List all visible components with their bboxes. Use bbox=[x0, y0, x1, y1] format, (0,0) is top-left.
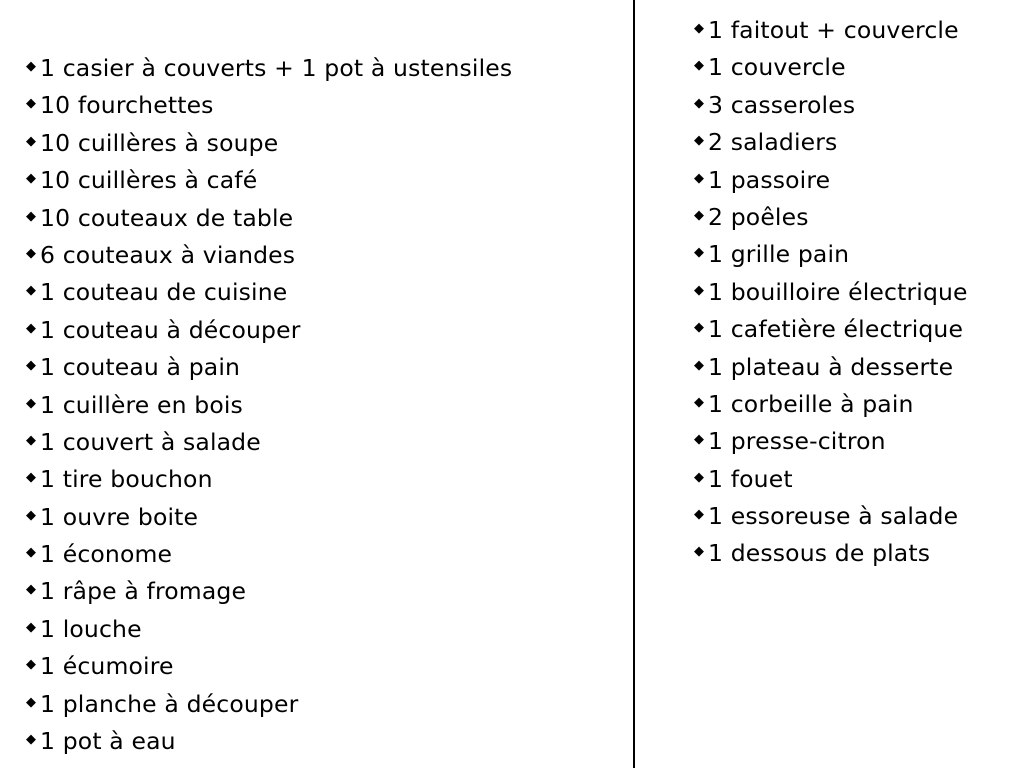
list-item bbox=[26, 573, 512, 610]
diamond-bullet-icon: ◆ bbox=[26, 133, 37, 149]
diamond-bullet-icon: ◆ bbox=[26, 694, 37, 710]
left-column-list bbox=[26, 50, 512, 760]
item-label: 1 casier à couverts + 1 pot à ustensiles bbox=[40, 54, 513, 82]
item-label: 10 fourchettes bbox=[40, 91, 214, 120]
diamond-bullet-icon: ◆ bbox=[26, 432, 37, 448]
item-label: 1 planche à découper bbox=[40, 689, 299, 718]
list-item bbox=[26, 611, 512, 648]
list-item bbox=[26, 312, 512, 349]
list-item bbox=[26, 50, 512, 87]
list-item bbox=[26, 648, 512, 685]
list-item bbox=[26, 686, 512, 723]
list-item bbox=[26, 424, 512, 461]
diamond-bullet-icon: ◆ bbox=[26, 619, 37, 635]
list-item bbox=[26, 125, 512, 162]
diamond-bullet-icon: ◆ bbox=[694, 320, 705, 336]
diamond-bullet-icon: ◆ bbox=[694, 133, 705, 149]
list-item bbox=[694, 12, 968, 49]
item-label: 1 presse-citron bbox=[708, 427, 886, 456]
item-label: 1 couvercle bbox=[708, 53, 846, 82]
list-item bbox=[26, 499, 512, 536]
item-label: 1 faitout + couvercle bbox=[708, 16, 959, 44]
list-item bbox=[26, 349, 512, 386]
item-label: 1 louche bbox=[40, 614, 142, 643]
item-label: 1 passoire bbox=[708, 165, 831, 194]
item-label: 1 couteau à pain bbox=[40, 353, 241, 382]
diamond-bullet-icon: ◆ bbox=[26, 171, 37, 187]
list-item bbox=[26, 461, 512, 498]
diamond-bullet-icon: ◆ bbox=[26, 59, 37, 74]
diamond-bullet-icon: ◆ bbox=[694, 21, 705, 36]
diamond-bullet-icon: ◆ bbox=[694, 469, 705, 485]
list-item bbox=[694, 124, 968, 161]
item-label: 1 essoreuse à salade bbox=[708, 502, 959, 531]
list-item bbox=[694, 87, 968, 124]
list-item bbox=[26, 274, 512, 311]
right-column-list bbox=[694, 12, 968, 573]
diamond-bullet-icon: ◆ bbox=[694, 357, 705, 373]
item-label: 1 bouilloire électrique bbox=[708, 277, 968, 306]
diamond-bullet-icon: ◆ bbox=[26, 320, 37, 336]
item-label: 1 plateau à desserte bbox=[708, 352, 954, 381]
diamond-bullet-icon: ◆ bbox=[26, 582, 37, 598]
list-item bbox=[694, 423, 968, 460]
diamond-bullet-icon: ◆ bbox=[694, 170, 705, 186]
diamond-bullet-icon: ◆ bbox=[26, 545, 37, 561]
diamond-bullet-icon: ◆ bbox=[694, 245, 705, 261]
diamond-bullet-icon: ◆ bbox=[26, 732, 37, 748]
item-label: 10 cuillères à soupe bbox=[40, 128, 279, 157]
list-item bbox=[694, 461, 968, 498]
item-label: 1 grille pain bbox=[708, 240, 850, 269]
item-label: 1 cafetière électrique bbox=[708, 315, 964, 344]
list-item bbox=[694, 498, 968, 535]
item-label: 2 saladiers bbox=[708, 128, 838, 157]
item-label: 1 dessous de plats bbox=[708, 539, 931, 568]
diamond-bullet-icon: ◆ bbox=[694, 58, 705, 74]
list-item bbox=[26, 723, 512, 760]
diamond-bullet-icon: ◆ bbox=[694, 544, 705, 560]
diamond-bullet-icon: ◆ bbox=[26, 657, 37, 673]
item-label: 1 ouvre boite bbox=[40, 502, 199, 531]
item-label: 1 couvert à salade bbox=[40, 427, 261, 456]
item-label: 6 couteaux à viandes bbox=[40, 240, 296, 269]
list-item bbox=[694, 311, 968, 348]
list-item bbox=[694, 274, 968, 311]
diamond-bullet-icon: ◆ bbox=[694, 282, 705, 298]
diamond-bullet-icon: ◆ bbox=[694, 432, 705, 448]
diamond-bullet-icon: ◆ bbox=[26, 507, 37, 523]
list-item bbox=[694, 49, 968, 86]
list-item bbox=[694, 535, 968, 572]
diamond-bullet-icon: ◆ bbox=[26, 245, 37, 261]
item-label: 1 corbeille à pain bbox=[708, 389, 914, 418]
diamond-bullet-icon: ◆ bbox=[26, 395, 37, 411]
diamond-bullet-icon: ◆ bbox=[26, 283, 37, 299]
list-item bbox=[26, 536, 512, 573]
diamond-bullet-icon: ◆ bbox=[26, 470, 37, 486]
list-item bbox=[26, 387, 512, 424]
diamond-bullet-icon: ◆ bbox=[26, 358, 37, 374]
item-label: 1 couteau à découper bbox=[40, 315, 301, 344]
diamond-bullet-icon: ◆ bbox=[694, 207, 705, 223]
item-label: 1 couteau de cuisine bbox=[40, 278, 288, 307]
diamond-bullet-icon: ◆ bbox=[26, 208, 37, 224]
list-item bbox=[694, 162, 968, 199]
list-item bbox=[694, 349, 968, 386]
column-divider bbox=[633, 0, 635, 768]
item-label: 1 râpe à fromage bbox=[40, 577, 247, 606]
item-label: 1 économe bbox=[40, 540, 173, 569]
list-item bbox=[26, 87, 512, 124]
list-item bbox=[26, 162, 512, 199]
item-label: 10 cuillères à café bbox=[40, 166, 258, 195]
item-label: 1 pot à eau bbox=[40, 727, 176, 756]
diamond-bullet-icon: ◆ bbox=[26, 96, 37, 112]
item-label: 10 couteaux de table bbox=[40, 203, 294, 232]
diamond-bullet-icon: ◆ bbox=[694, 507, 705, 523]
list-item bbox=[694, 199, 968, 236]
diamond-bullet-icon: ◆ bbox=[694, 95, 705, 111]
list-item bbox=[694, 236, 968, 273]
diamond-bullet-icon: ◆ bbox=[694, 394, 705, 410]
list-item bbox=[26, 200, 512, 237]
list-item bbox=[694, 386, 968, 423]
item-label: 3 casseroles bbox=[708, 90, 856, 119]
item-label: 1 écumoire bbox=[40, 652, 174, 681]
list-item bbox=[26, 237, 512, 274]
item-label: 2 poêles bbox=[708, 202, 809, 231]
item-label: 1 fouet bbox=[708, 464, 793, 493]
item-label: 1 cuillère en bois bbox=[40, 390, 243, 419]
item-label: 1 tire bouchon bbox=[40, 465, 213, 494]
